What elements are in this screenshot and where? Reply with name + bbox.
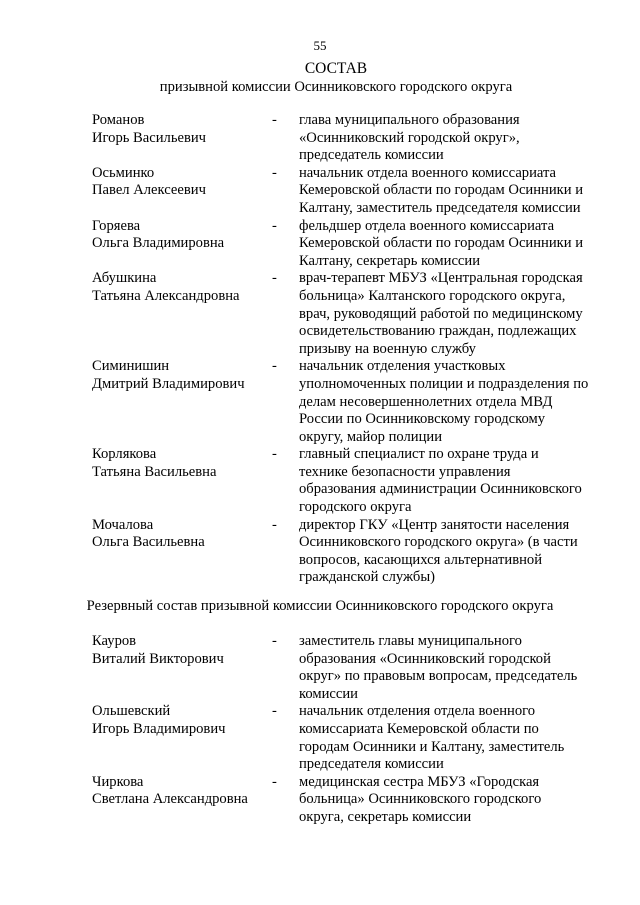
member-surname: Осьминко <box>92 164 155 181</box>
role-line: фельдшер отдела военного комиссариата <box>299 217 555 234</box>
role-line: заместитель главы муниципального <box>299 633 522 649</box>
role-line: округу, майор полиции <box>299 428 443 445</box>
member-role <box>299 358 614 446</box>
member-role <box>299 633 614 703</box>
role-line: уполномоченных полиции и подразделения по <box>299 375 589 392</box>
member-surname: Горяева <box>92 217 141 234</box>
member-name <box>92 112 272 165</box>
document-title: СОСТАВ <box>304 60 368 77</box>
role-line: начальник отдела военного комиссариата <box>299 164 557 181</box>
role-line: Кемеровской области по городам Осинники и <box>299 182 584 199</box>
member-given-names: Ольга Владимировна <box>92 235 225 252</box>
role-line: округа, секретарь комиссии <box>299 808 472 825</box>
role-line: главный специалист по охране труда и <box>299 446 539 463</box>
reserve-heading: Резервный состав призывной комиссии Осинниковского городского округа <box>86 598 554 614</box>
member-name <box>92 270 272 358</box>
member-surname: Корлякова <box>92 446 157 463</box>
role-line: директор ГКУ «Центр занятости населения <box>299 516 570 533</box>
member-role <box>299 517 614 587</box>
separator-dash: - <box>272 270 277 287</box>
role-line: врач, руководящий работой по медицинскому <box>299 305 583 322</box>
document-subtitle: призывной комиссии Осинниковского городского округа <box>159 79 513 95</box>
member-given-names: Светлана Александровна <box>92 791 248 808</box>
role-line: врач-терапевт МБУЗ «Центральная городская <box>299 270 583 287</box>
role-line: делам несовершеннолетних отдела МВД <box>299 393 553 410</box>
member-name <box>92 358 272 446</box>
member-name <box>92 446 272 516</box>
member-role <box>299 774 614 827</box>
member-name <box>92 165 272 218</box>
role-line: Осинниковского городского округа» (в части <box>299 534 578 551</box>
separator-dash: - <box>272 164 277 181</box>
member-name <box>92 517 272 587</box>
separator-dash: - <box>272 446 277 463</box>
role-line: комиссариата Кемеровской области по <box>299 720 539 737</box>
role-line: Калтану, заместитель председателя комиссии <box>299 199 581 216</box>
role-line: технике безопасности управления <box>299 463 511 480</box>
member-role <box>299 112 614 165</box>
separator-dash: - <box>272 773 277 790</box>
member-name <box>92 703 272 773</box>
role-line: призыву на военную службу <box>299 340 476 357</box>
separator-dash: - <box>272 633 277 649</box>
member-surname: Мочалова <box>92 516 154 533</box>
member-given-names: Татьяна Васильевна <box>92 463 217 480</box>
separator-dash: - <box>272 217 277 234</box>
role-line: образования администрации Осинниковского <box>299 481 582 498</box>
member-surname: Симинишин <box>92 358 170 375</box>
member-name <box>92 218 272 271</box>
member-given-names: Татьяна Александровна <box>92 287 240 304</box>
member-role <box>299 218 614 271</box>
role-line: комиссии <box>299 685 358 702</box>
role-line: гражданской службы) <box>299 569 435 586</box>
separator-dash: - <box>272 358 277 375</box>
member-name <box>92 774 272 827</box>
commission-members <box>0 112 640 587</box>
role-line: вопросов, касающихся альтернативной <box>299 551 543 568</box>
separator-dash: - <box>272 516 277 533</box>
separator-dash: - <box>272 703 277 720</box>
role-line: медицинская сестра МБУЗ «Городская <box>299 773 540 790</box>
member-given-names: Игорь Васильевич <box>92 129 207 146</box>
member-surname: Ольшевский <box>92 703 171 720</box>
role-line: Калтану, секретарь комиссии <box>299 252 481 269</box>
role-line: образования «Осинниковский городской <box>299 650 551 667</box>
role-line: председателя комиссии <box>299 756 444 773</box>
role-line: больница» Калтанского городского округа, <box>299 287 566 304</box>
role-line: городам Осинники и Калтану, заместитель <box>299 738 565 755</box>
member-role <box>299 270 614 358</box>
reserve-commission-members <box>0 633 640 827</box>
role-line: начальник отделения участковых <box>299 358 506 375</box>
member-surname: Кауров <box>92 633 137 649</box>
member-surname: Чиркова <box>92 773 144 790</box>
role-line: «Осинниковский городской округ», <box>299 129 520 146</box>
role-line: председатель комиссии <box>299 147 444 164</box>
role-line: Кемеровской области по городам Осинники и <box>299 235 584 252</box>
role-line: начальник отделения отдела военного <box>299 703 536 720</box>
role-line: городского округа <box>299 499 412 516</box>
role-line: глава муниципального образования <box>299 112 520 128</box>
member-given-names: Игорь Владимирович <box>92 720 226 737</box>
member-given-names: Виталий Викторович <box>92 650 224 667</box>
member-role <box>299 446 614 516</box>
member-given-names: Дмитрий Владимирович <box>92 375 245 392</box>
member-surname: Абушкина <box>92 270 157 287</box>
member-given-names: Ольга Васильевна <box>92 534 205 551</box>
page-number: 55 <box>313 38 327 53</box>
member-role <box>299 703 614 773</box>
member-given-names: Павел Алексеевич <box>92 182 206 199</box>
role-line: освидетельствованию граждан, подлежащих <box>299 323 577 340</box>
role-line: больница» Осинниковского городского <box>299 791 542 808</box>
separator-dash: - <box>272 112 277 128</box>
member-role <box>299 165 614 218</box>
member-surname: Романов <box>92 112 145 128</box>
role-line: России по Осинниковскому городскому <box>299 411 546 428</box>
role-line: округ» по правовым вопросам, председатель <box>299 668 578 685</box>
member-name <box>92 633 272 703</box>
